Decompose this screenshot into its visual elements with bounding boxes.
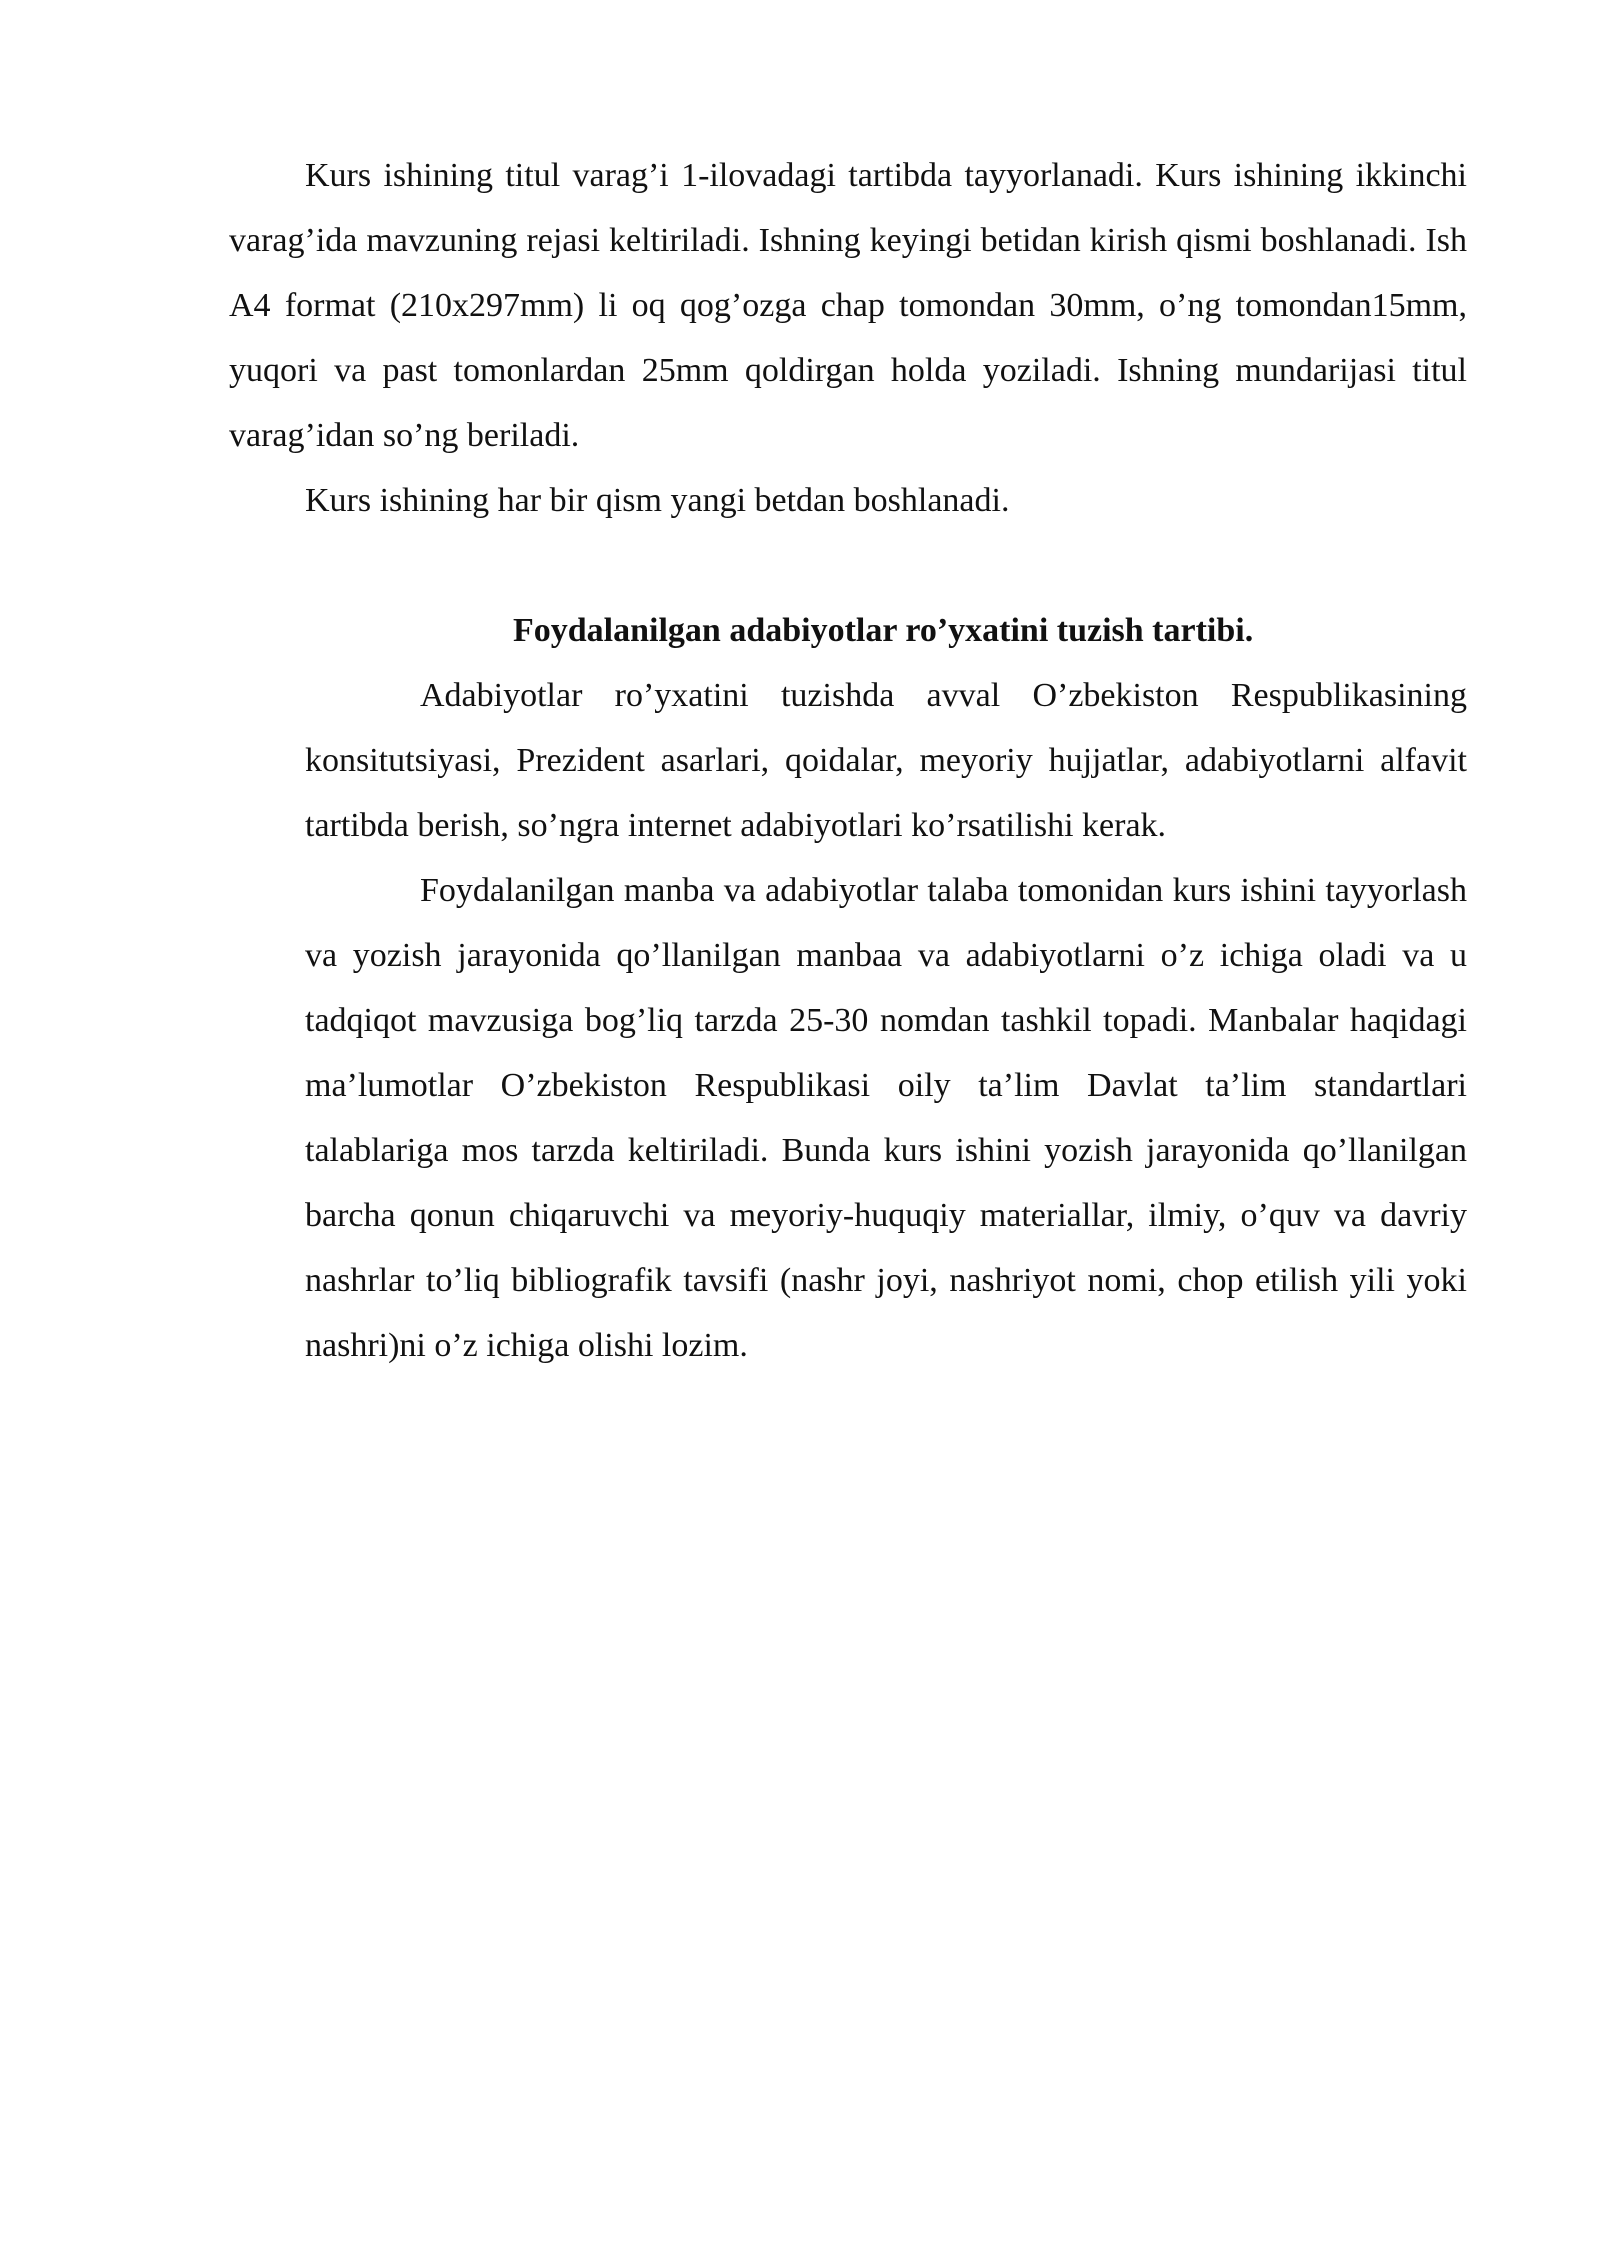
paragraph-bibliography-order: Adabiyotlar ro’yxatini tuzishda avval O’zbekiston Respublikasining konsitutsiyasi, Prezident asarlari, qoidalar, meyoriy hujjatlar, adabiyotlarni alfavit tartibda berish, so’ngra internet adabiyotlari ko’rsatilishi kerak.: [305, 677, 1467, 844]
paragraph-title-page-format: Kurs ishining titul varag’i 1-ilovadagi tartibda tayyorlanadi. Kurs ishining ikkinchi varag’ida mavzuning rejasi keltiriladi. Ishning keyingi betidan kirish qismi boshlanadi. Ish A4 format (210x297mm) li oq qog’ozga chap tomondan 30mm, o’ng tomondan15mm, yuqori va past tomonlardan 25mm qoldirgan holda yoziladi. Ishning mundarijasi titul varag’idan so’ng beriladi.: [229, 157, 1467, 454]
paragraph-sections-new-page: Kurs ishining har bir qism yangi betdan boshlanadi.: [305, 482, 1010, 519]
section-heading: Foydalanilgan adabiyotlar ro’yxatini tuzish tartibi.: [513, 612, 1254, 649]
paragraph-sources-description: Foydalanilgan manba va adabiyotlar talaba tomonidan kurs ishini tayyorlash va yozish jarayonida qo’llanilgan manbaa va adabiyotlarni o’z ichiga oladi va u tadqiqot mavzusiga bog’liq tarzda 25-30 nomdan tashkil topadi. Manbalar haqidagi ma’lumotlar O’zbekiston Respublikasi oily ta’lim Davlat ta’lim standartlari talablariga mos tarzda keltiriladi. Bunda kurs ishini yozish jarayonida qo’llanilgan barcha qonun chiqaruvchi va meyoriy-huquqiy materiallar, ilmiy, o’quv va davriy nashrlar to’liq bibliografik tavsifi (nashr joyi, nashriyot nomi, chop etilish yili yoki nashri)ni o’z ichiga olishi lozim.: [305, 872, 1467, 1364]
